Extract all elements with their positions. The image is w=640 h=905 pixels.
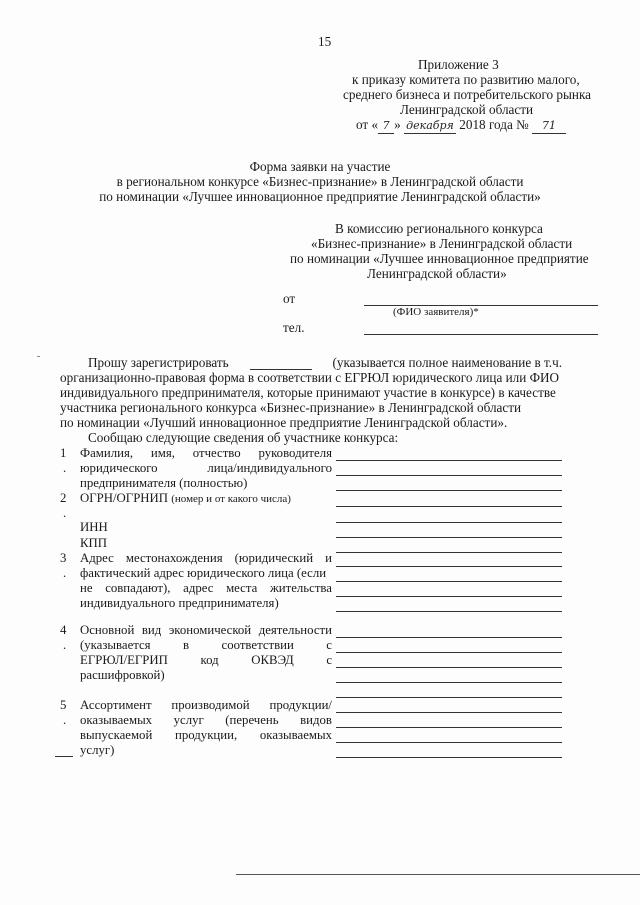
appendix-date-line bbox=[356, 117, 566, 134]
item-4-word: вид bbox=[141, 623, 162, 637]
item-3-dot: . bbox=[63, 566, 67, 580]
item-5-line-4: услуг) bbox=[80, 743, 115, 757]
item-5-word: выпускаемой bbox=[80, 728, 153, 742]
item-3-number: 3 bbox=[60, 551, 67, 565]
ogrn-hint: (номер и от какого числа) bbox=[171, 493, 291, 505]
item-2-number: 2 bbox=[60, 491, 67, 505]
item-4-word: код bbox=[200, 653, 219, 667]
addressee-line-3: по номинации «Лучшее инновационное предприятие bbox=[290, 251, 589, 266]
item-3-word: Адрес bbox=[80, 551, 114, 565]
date-suffix: 2018 года № bbox=[459, 117, 529, 132]
item-1-word: юридического bbox=[80, 461, 158, 475]
kpp-label: КПП bbox=[80, 536, 108, 550]
item-3-line-4: индивидуального предпринимателя) bbox=[80, 596, 279, 610]
item-3-word: совпадают), bbox=[105, 581, 171, 595]
item-4-answer-lines[interactable] bbox=[336, 623, 562, 698]
item-3-word: жительства bbox=[269, 581, 332, 595]
item-1-word: имя, bbox=[150, 446, 175, 460]
item-3-word: не bbox=[80, 581, 93, 595]
ogrn-label: ОГРН/ОГРНИП bbox=[80, 491, 169, 505]
item-3-word: места bbox=[226, 581, 258, 595]
request-line-4: участника регионального конкурса «Бизнес-признание» в Ленинградской области bbox=[60, 400, 522, 415]
addressee-line-2: «Бизнес-признание» в Ленинградской области bbox=[311, 236, 573, 251]
item-4-number: 4 bbox=[60, 623, 67, 637]
item-4-word: соответствии bbox=[221, 638, 294, 652]
item-4-word: деятельности bbox=[258, 623, 332, 637]
request-line-2: организационно-правовая форма в соответствии с ЕГРЮЛ юридического лица или ФИО bbox=[60, 370, 560, 385]
form-title-line-2: в региональном конкурсе «Бизнес-признание» в Ленинградской области bbox=[116, 174, 524, 189]
request-line-3: индивидуального предпринимателя, которые принимают участие в конкурсе) в качестве bbox=[60, 385, 556, 400]
item-4-word: ЕГРЮЛ/ЕГРИП bbox=[80, 653, 168, 667]
item-4-word: экономической bbox=[168, 623, 252, 637]
item-4-dot: . bbox=[63, 638, 67, 652]
item-2-answer-lines[interactable] bbox=[336, 492, 562, 553]
item-4-line-4: расшифровкой) bbox=[80, 668, 165, 682]
item-3-answer-lines[interactable] bbox=[336, 552, 562, 612]
appendix-line-2: среднего бизнеса и потребительского рынка bbox=[343, 87, 592, 102]
item-4-word: Основной bbox=[80, 623, 135, 637]
item-5-word: Ассортимент bbox=[80, 698, 152, 712]
item-1-word: Фамилия, bbox=[80, 446, 134, 460]
date-prefix: от « bbox=[356, 117, 379, 132]
item-5-word: услуг bbox=[173, 713, 204, 727]
appendix-title: Приложение 3 bbox=[418, 57, 499, 72]
item-5-word: продукции, bbox=[175, 728, 238, 742]
item-5-dot: . bbox=[63, 713, 67, 727]
form-title-line-3: по номинации «Лучшее инновационное предприятие Ленинградской области» bbox=[99, 189, 541, 204]
date-mid: » bbox=[394, 117, 401, 132]
item-5-word: производимой bbox=[171, 698, 250, 712]
request-start: Прошу зарегистрировать bbox=[88, 355, 229, 370]
request-line-1-end: (указывается полное наименование в т.ч. bbox=[332, 355, 562, 370]
date-month: декабря bbox=[404, 118, 456, 134]
item-1-line-3: предпринимателя (полностью) bbox=[80, 476, 248, 490]
request-line-1 bbox=[88, 355, 562, 370]
request-line-5: по номинации «Лучший инновационное предприятие Ленинградской области». bbox=[60, 415, 508, 430]
appendix-line-3: Ленинградской области bbox=[400, 102, 534, 117]
from-label: от bbox=[283, 291, 296, 306]
item-1-answer-lines[interactable] bbox=[336, 446, 562, 491]
item-5-number: 5 bbox=[60, 698, 67, 712]
item-3-word: и bbox=[325, 551, 332, 565]
bottom-divider bbox=[236, 874, 640, 875]
item-1-word: отчество bbox=[192, 446, 241, 460]
item-4-word: с bbox=[326, 653, 332, 667]
item-2-dot: . bbox=[63, 506, 67, 520]
participant-name-blank[interactable] bbox=[250, 355, 312, 370]
item-4-word: (указывается bbox=[80, 638, 151, 652]
appendix-line-1: к приказу комитета по развитию малого, bbox=[352, 72, 580, 87]
item-5-margin-line bbox=[55, 756, 73, 757]
item-4-word: в bbox=[183, 638, 190, 652]
applicant-name-hint: (ФИО заявителя)* bbox=[393, 306, 479, 318]
phone-label: тел. bbox=[283, 320, 305, 335]
addressee-line-1: В комиссию регионального конкурса bbox=[335, 221, 543, 236]
item-5-word: (перечень bbox=[225, 713, 279, 727]
item-5-word: видов bbox=[300, 713, 332, 727]
item-3-word: (юридический bbox=[234, 551, 314, 565]
item-1-word: лица/индивидуального bbox=[207, 461, 332, 475]
item-5-word: оказываемых bbox=[80, 713, 153, 727]
item-1-word: руководителя bbox=[258, 446, 332, 460]
item-3-line-2: фактический адрес юридического лица (если bbox=[80, 566, 327, 580]
form-title-line-1: Форма заявки на участие bbox=[249, 159, 391, 174]
item-5-word: оказываемых bbox=[259, 728, 332, 742]
date-day: 7 bbox=[378, 118, 394, 134]
item-5-word: продукции/ bbox=[269, 698, 332, 712]
margin-mark bbox=[37, 356, 40, 357]
item-3-word: адрес bbox=[183, 581, 214, 595]
item-4-word: ОКВЭД bbox=[251, 653, 294, 667]
inn-label: ИНН bbox=[80, 520, 108, 534]
item-2-label bbox=[80, 491, 291, 507]
item-1-dot: . bbox=[63, 461, 67, 475]
order-number: 71 bbox=[532, 118, 566, 134]
item-4-word: с bbox=[326, 638, 332, 652]
phone-field[interactable] bbox=[364, 334, 598, 335]
addressee-line-4: Ленинградской области» bbox=[367, 266, 507, 281]
item-5-answer-lines[interactable] bbox=[336, 698, 562, 758]
request-line-6: Сообщаю следующие сведения об участнике конкурса: bbox=[88, 430, 399, 445]
page-number: 15 bbox=[318, 34, 332, 49]
item-3-word: местонахождения bbox=[125, 551, 223, 565]
item-1-number: 1 bbox=[60, 446, 67, 460]
